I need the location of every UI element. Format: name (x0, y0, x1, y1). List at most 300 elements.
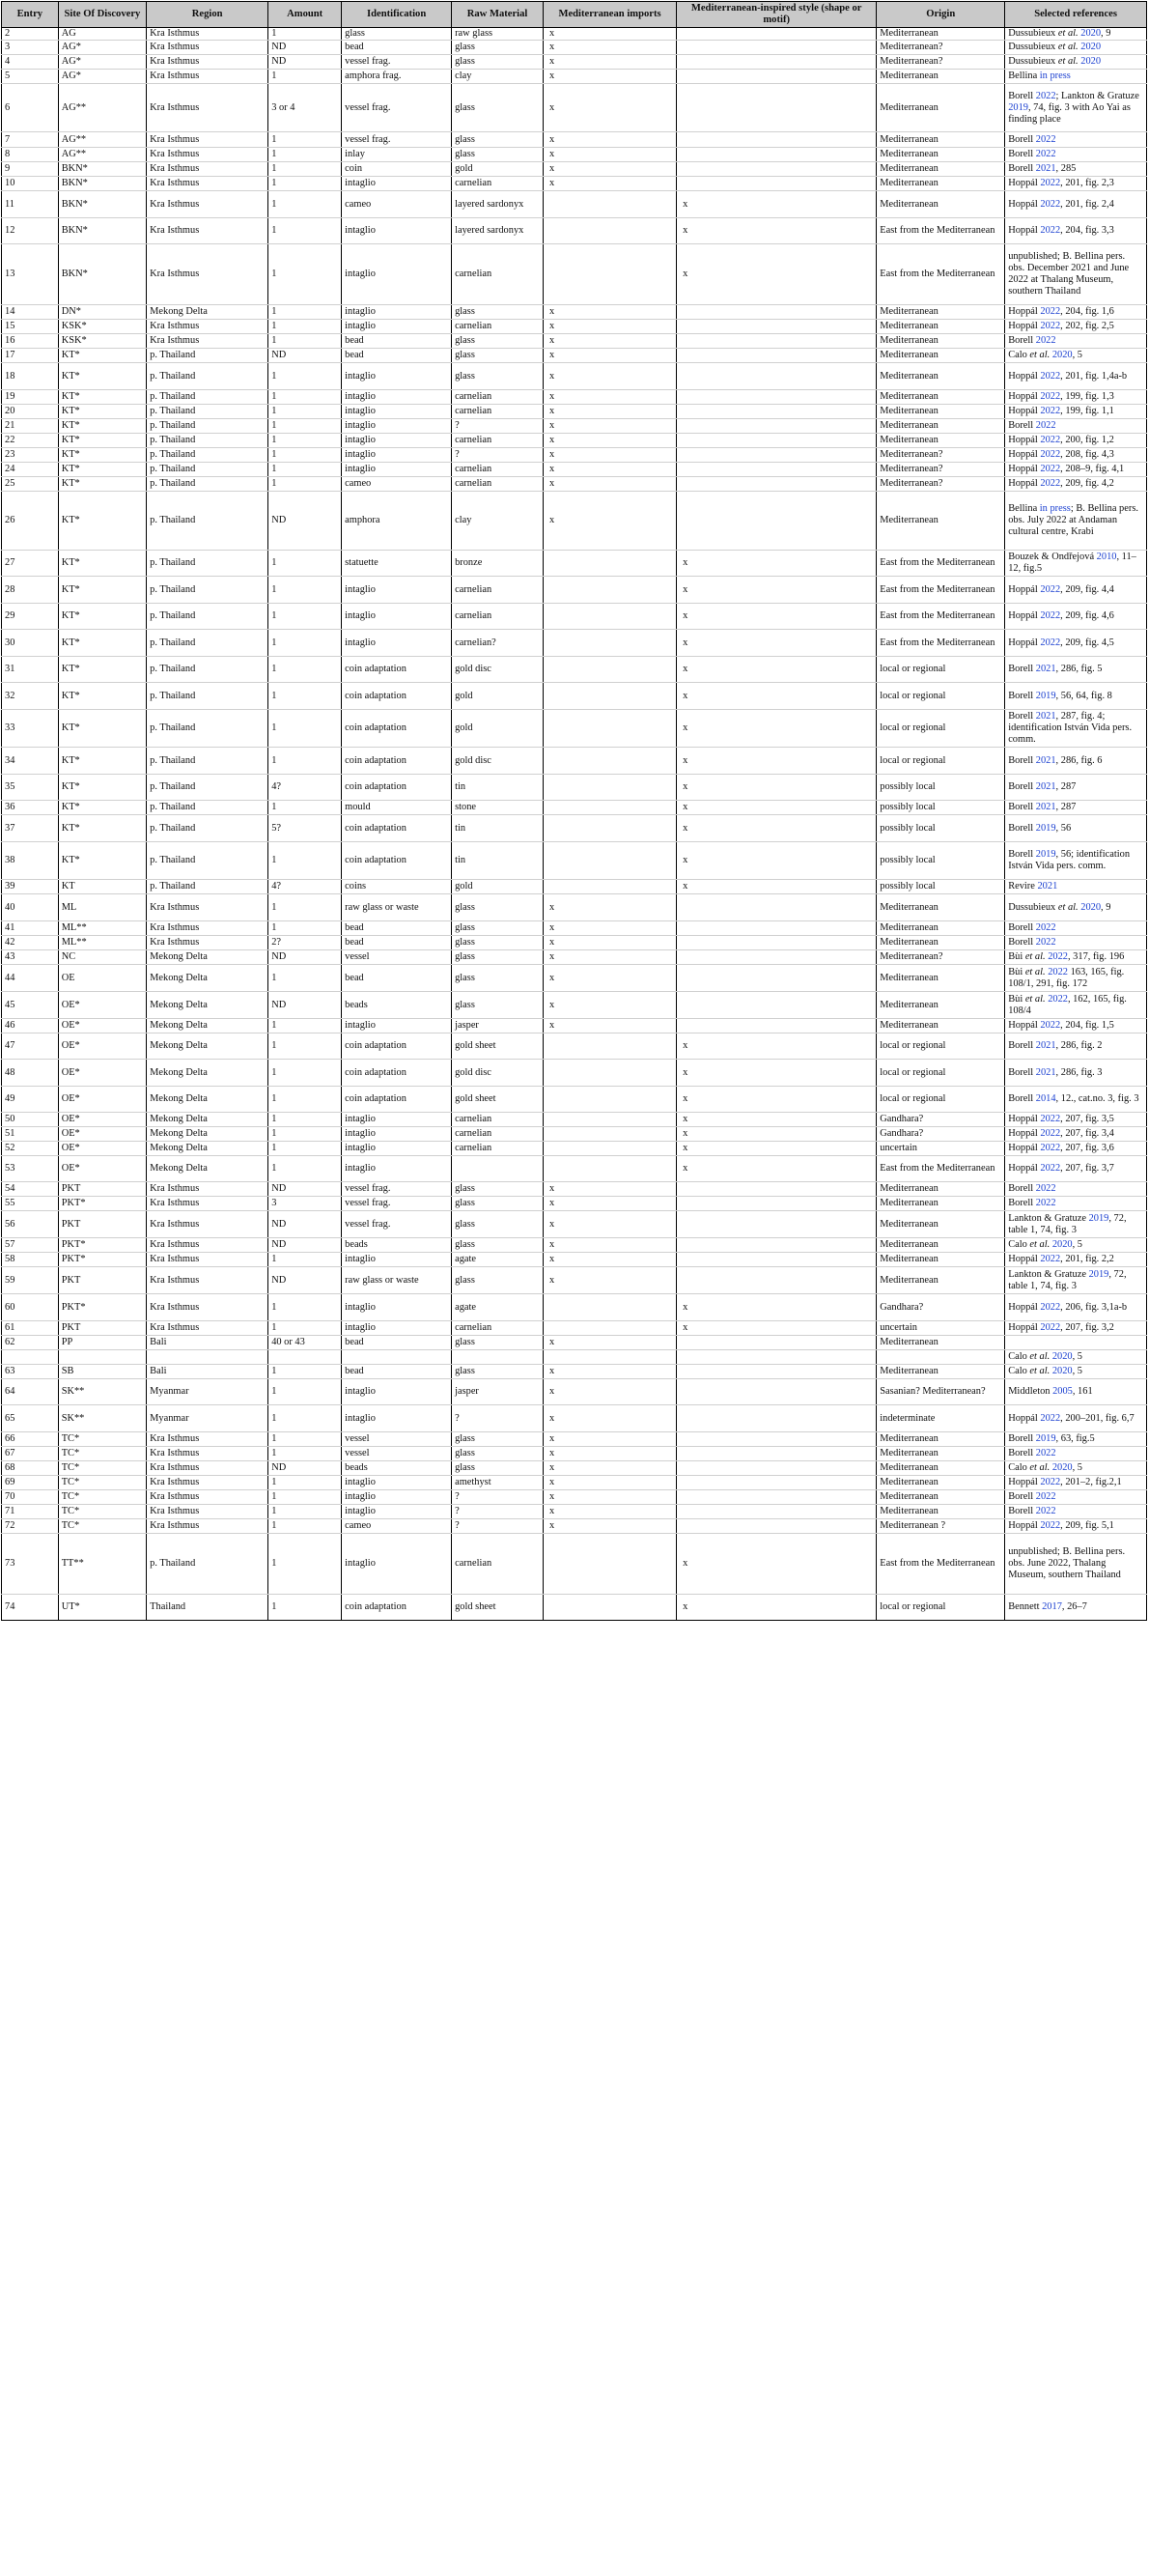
citation-link[interactable]: 2022 (1035, 1491, 1056, 1502)
inspired-mark (677, 965, 877, 992)
site-cell: PKT* (58, 1197, 146, 1211)
citation-text: Hoppál (1008, 306, 1041, 317)
inspired-mark: x (677, 218, 877, 244)
inspired-mark (677, 177, 877, 191)
amount-cell: 1 (268, 434, 342, 448)
inspired-mark: x (677, 710, 877, 748)
identification-cell: coin (342, 162, 452, 177)
identification-cell: intaglio (342, 1156, 452, 1182)
citation-text: Hoppál (1008, 198, 1041, 210)
citation-text: Hoppál (1008, 1412, 1041, 1424)
entry-cell: 45 (2, 992, 59, 1019)
site-cell: TT** (58, 1534, 146, 1595)
table-row (2, 577, 1147, 604)
citation-link[interactable]: 2020 (1080, 901, 1102, 913)
site-cell: OE* (58, 1113, 146, 1127)
table-row (2, 70, 1147, 84)
entry-cell: 55 (2, 1197, 59, 1211)
reference-cell (1005, 1379, 1147, 1405)
imports-mark: x (544, 1267, 677, 1294)
site-cell: NC (58, 950, 146, 965)
amount-cell: 4? (268, 775, 342, 801)
table-row (2, 349, 1147, 363)
table-row (2, 992, 1147, 1019)
reference-cell (1005, 1447, 1147, 1461)
citation-link[interactable]: 2022 (1035, 922, 1056, 933)
reference-cell (1005, 604, 1147, 630)
origin-cell: local or regional (877, 1087, 1005, 1113)
citation-link[interactable]: 2022 (1035, 937, 1056, 948)
identification-cell: vessel (342, 1432, 452, 1447)
amount-cell: 1 (268, 1113, 342, 1127)
entry-cell: 61 (2, 1321, 59, 1336)
raw-material-cell: gold (452, 880, 544, 894)
citation-link[interactable]: in press (1039, 503, 1071, 514)
entry-cell: 32 (2, 683, 59, 710)
citation-text: Hoppál (1008, 1020, 1041, 1031)
inspired-mark (677, 894, 877, 921)
citation-text: Borell (1008, 1448, 1036, 1458)
imports-mark: x (544, 1405, 677, 1432)
entry-cell: 14 (2, 305, 59, 320)
inspired-mark (677, 448, 877, 463)
citation-link[interactable]: 2020 (1080, 28, 1102, 39)
origin-cell: Mediterranean (877, 1461, 1005, 1476)
citation-text: , 286, fig. 5 (1055, 664, 1103, 674)
citation-text: Borell (1008, 1066, 1036, 1078)
inspired-mark (677, 1019, 877, 1033)
citation-link[interactable]: 2022 (1040, 391, 1061, 402)
identification-cell: vessel (342, 950, 452, 965)
table-row (2, 419, 1147, 434)
citation-link[interactable]: 2022 (1040, 1128, 1061, 1139)
identification-cell: intaglio (342, 1379, 452, 1405)
region-cell: Kra Isthmus (147, 70, 268, 84)
site-cell: PP (58, 1336, 146, 1350)
citation-text: , 9 (1101, 901, 1111, 913)
region-cell: Mekong Delta (147, 965, 268, 992)
origin-cell: local or regional (877, 710, 1005, 748)
citation-text: Borell (1008, 1093, 1036, 1104)
citation-link[interactable]: 2005 (1052, 1386, 1073, 1397)
citation-text: Borell (1008, 1506, 1036, 1516)
inspired-mark (677, 363, 877, 390)
imports-mark (544, 551, 677, 577)
entry-cell: 42 (2, 936, 59, 950)
imports-mark: x (544, 334, 677, 349)
citation-link[interactable]: 2022 (1040, 610, 1061, 621)
citation-text: Hoppál (1008, 1254, 1041, 1264)
amount-cell: 4? (268, 880, 342, 894)
amount-cell: 3 (268, 1197, 342, 1211)
citation-link[interactable]: 2021 (1035, 163, 1056, 174)
identification-cell: intaglio (342, 1534, 452, 1595)
citation-link[interactable]: 2022 (1040, 321, 1061, 331)
citation-text: , 63, fig.5 (1055, 1433, 1095, 1444)
region-cell: p. Thailand (147, 1534, 268, 1595)
region-cell: p. Thailand (147, 630, 268, 657)
raw-material-cell: glass (452, 1267, 544, 1294)
citation-link[interactable]: 2022 (1048, 993, 1068, 1005)
region-cell: Kra Isthmus (147, 244, 268, 305)
citation-link[interactable]: 2022 (1040, 1163, 1061, 1174)
region-cell: Mekong Delta (147, 1127, 268, 1142)
entry-cell: 73 (2, 1534, 59, 1595)
identification-cell: beads (342, 992, 452, 1019)
citation-link[interactable]: 2020 (1051, 1462, 1073, 1473)
citation-link[interactable]: 2022 (1035, 420, 1056, 431)
imports-mark: x (544, 1336, 677, 1350)
origin-cell: local or regional (877, 683, 1005, 710)
citation-link[interactable]: 2022 (1035, 149, 1056, 159)
citation-link[interactable]: 2022 (1040, 1520, 1061, 1531)
raw-material-cell: carnelian (452, 1321, 544, 1336)
imports-mark (544, 842, 677, 880)
table-row (2, 657, 1147, 683)
citation-text: , 199, fig. 1,3 (1060, 391, 1114, 402)
table-row (2, 1211, 1147, 1238)
table-row (2, 1519, 1147, 1534)
region-cell: p. Thailand (147, 390, 268, 405)
citation-text: , 12., cat.no. 3, fig. 3 (1055, 1093, 1139, 1104)
citation-link[interactable]: 2021 (1037, 881, 1058, 892)
col-mediterranean-imports: Mediterranean imports (544, 2, 677, 28)
citation-link[interactable]: 2021 (1035, 664, 1056, 674)
table-row (2, 1534, 1147, 1595)
citation-link[interactable]: 2022 (1040, 406, 1061, 416)
origin-cell: local or regional (877, 1060, 1005, 1087)
citation-link[interactable]: 2022 (1035, 1198, 1056, 1208)
origin-cell: Mediterranean (877, 305, 1005, 320)
citation-link[interactable]: 2022 (1040, 435, 1061, 445)
citation-text: Hoppál (1008, 1143, 1041, 1153)
citation-link[interactable]: 2022 (1040, 1020, 1061, 1031)
region-cell: Mekong Delta (147, 1060, 268, 1087)
region-cell: Kra Isthmus (147, 1321, 268, 1336)
entry-cell: 28 (2, 577, 59, 604)
citation-link[interactable]: 2022 (1035, 335, 1056, 346)
citation-link[interactable]: 2014 (1035, 1093, 1056, 1104)
raw-material-cell: carnelian (452, 577, 544, 604)
citation-text: , 207, fig. 3,6 (1060, 1143, 1114, 1153)
amount-cell: ND (268, 950, 342, 965)
identification-cell: bead (342, 334, 452, 349)
citation-link[interactable]: 2019 (1035, 822, 1056, 834)
imports-mark: x (544, 84, 677, 132)
citation-link[interactable]: 2020 (1051, 1366, 1073, 1376)
origin-cell: East from the Mediterranean (877, 604, 1005, 630)
imports-mark (544, 630, 677, 657)
citation-link[interactable]: 2021 (1035, 1040, 1056, 1051)
origin-cell: Mediterranean (877, 965, 1005, 992)
table-row (2, 801, 1147, 815)
origin-cell: Mediterranean (877, 70, 1005, 84)
citation-text: , 207, fig. 3,2 (1060, 1322, 1114, 1333)
citation-link[interactable]: 2022 (1048, 951, 1068, 962)
citation-link[interactable]: 2022 (1040, 1322, 1061, 1333)
site-cell: AG** (58, 84, 146, 132)
citation-link[interactable]: 2021 (1035, 711, 1056, 722)
table-row (2, 1087, 1147, 1113)
identification-cell: intaglio (342, 1321, 452, 1336)
citation-link[interactable]: 2021 (1035, 754, 1056, 766)
imports-mark: x (544, 992, 677, 1019)
imports-mark (544, 1113, 677, 1127)
citation-text: Bennett (1008, 1601, 1043, 1612)
table-row (2, 1127, 1147, 1142)
citation-link[interactable]: 2022 (1040, 1114, 1061, 1124)
raw-material-cell: ? (452, 419, 544, 434)
reference-cell (1005, 842, 1147, 880)
imports-mark (544, 1127, 677, 1142)
identification-cell (342, 1350, 452, 1365)
citation-text: unpublished; B. Bellina pers. obs. June 2022, Thalang Museum, southern Thailand (1008, 1546, 1126, 1580)
citation-link[interactable]: 2022 (1040, 1254, 1061, 1264)
citation-link[interactable]: 2020 (1051, 350, 1073, 360)
amount-cell: 1 (268, 748, 342, 775)
region-cell: Kra Isthmus (147, 132, 268, 148)
site-cell: KT* (58, 492, 146, 551)
citation-link[interactable]: 2020 (1051, 1239, 1073, 1250)
amount-cell: 1 (268, 1060, 342, 1087)
site-cell: PKT* (58, 1294, 146, 1321)
table-row (2, 55, 1147, 70)
citation-link[interactable]: 2022 (1040, 1143, 1061, 1153)
region-cell: p. Thailand (147, 419, 268, 434)
citation-link[interactable]: 2019 (1035, 1433, 1056, 1444)
citation-text: Borell (1008, 1040, 1036, 1051)
entry-cell: 25 (2, 477, 59, 492)
origin-cell: Mediterranean (877, 349, 1005, 363)
citation-text: , 74, fig. 3 with Ao Yai as finding place (1008, 101, 1131, 125)
identification-cell: intaglio (342, 1405, 452, 1432)
identification-cell: intaglio (342, 419, 452, 434)
reference-cell (1005, 1336, 1147, 1350)
entry-cell: 59 (2, 1267, 59, 1294)
citation-text: , 161 (1072, 1386, 1093, 1397)
citation-etal: et al. (1057, 901, 1079, 913)
citation-link[interactable]: 2022 (1040, 637, 1061, 648)
citation-link[interactable]: 2022 (1040, 225, 1061, 236)
origin-cell: Mediterranean? (877, 448, 1005, 463)
region-cell: Kra Isthmus (147, 1490, 268, 1505)
citation-link[interactable]: 2022 (1040, 198, 1061, 210)
site-cell: PKT (58, 1321, 146, 1336)
citation-link[interactable]: 2020 (1080, 42, 1102, 52)
citation-text: , 207, fig. 3,7 (1060, 1163, 1114, 1174)
citation-link[interactable]: 2019 (1088, 1212, 1109, 1224)
citation-link[interactable]: 2022 (1040, 306, 1061, 317)
citation-link[interactable]: 2022 (1040, 1477, 1061, 1487)
origin-cell: Mediterranean (877, 1267, 1005, 1294)
region-cell: Mekong Delta (147, 1156, 268, 1182)
site-cell: ML** (58, 921, 146, 936)
citation-link[interactable]: 2010 (1096, 552, 1117, 562)
entry-cell: 12 (2, 218, 59, 244)
citation-text: Borell (1008, 781, 1036, 792)
imports-mark: x (544, 349, 677, 363)
identification-cell: coin adaptation (342, 1060, 452, 1087)
raw-material-cell: carnelian (452, 1534, 544, 1595)
citation-link[interactable]: 2021 (1035, 802, 1056, 812)
origin-cell: Mediterranean (877, 1476, 1005, 1490)
inspired-mark (677, 70, 877, 84)
site-cell: KSK* (58, 320, 146, 334)
region-cell: Kra Isthmus (147, 218, 268, 244)
citation-link[interactable]: 2020 (1051, 1351, 1073, 1362)
col-amount: Amount (268, 2, 342, 28)
reference-cell (1005, 1350, 1147, 1365)
citation-link[interactable]: 2022 (1035, 1448, 1056, 1458)
citation-etal: et al. (1057, 42, 1079, 52)
raw-material-cell: carnelian (452, 434, 544, 448)
citation-link[interactable]: 2022 (1040, 478, 1061, 489)
identification-cell: intaglio (342, 305, 452, 320)
table-row (2, 604, 1147, 630)
citation-link[interactable]: 2022 (1040, 464, 1061, 474)
site-cell: KT* (58, 349, 146, 363)
origin-cell: Mediterranean? (877, 55, 1005, 70)
table-row (2, 1595, 1147, 1621)
origin-cell: Mediterranean (877, 1019, 1005, 1033)
raw-material-cell: glass (452, 305, 544, 320)
citation-text: , 26–7 (1061, 1601, 1087, 1612)
raw-material-cell: glass (452, 992, 544, 1019)
citation-link[interactable]: 2022 (1040, 1412, 1061, 1424)
citation-link[interactable]: 2019 (1035, 849, 1056, 860)
entry-cell: 68 (2, 1461, 59, 1476)
imports-mark: x (544, 921, 677, 936)
citation-link[interactable]: in press (1039, 71, 1071, 81)
citation-link[interactable]: 2019 (1035, 690, 1056, 701)
raw-material-cell: glass (452, 921, 544, 936)
raw-material-cell: ? (452, 1490, 544, 1505)
citation-text: Hoppál (1008, 610, 1041, 621)
identification-cell: intaglio (342, 1127, 452, 1142)
imports-mark (544, 1294, 677, 1321)
identification-cell: intaglio (342, 1476, 452, 1490)
table-row (2, 477, 1147, 492)
entry-cell: 41 (2, 921, 59, 936)
reference-cell (1005, 1432, 1147, 1447)
identification-cell: amphora frag. (342, 70, 452, 84)
table-row (2, 1197, 1147, 1211)
citation-text: Calo (1008, 1462, 1030, 1473)
inspired-mark (677, 349, 877, 363)
site-cell (58, 1350, 146, 1365)
citation-text: Calo (1008, 1351, 1030, 1362)
citation-text: , 5 (1072, 1239, 1082, 1250)
site-cell: KSK* (58, 334, 146, 349)
reference-cell (1005, 657, 1147, 683)
citation-link[interactable]: 2017 (1042, 1601, 1062, 1612)
origin-cell: Sasanian? Mediterranean? (877, 1379, 1005, 1405)
inspired-mark (677, 334, 877, 349)
raw-material-cell: glass (452, 1336, 544, 1350)
citation-text: Hoppál (1008, 1520, 1041, 1531)
reference-cell (1005, 349, 1147, 363)
citation-link[interactable]: 2022 (1035, 1506, 1056, 1516)
raw-material-cell: jasper (452, 1019, 544, 1033)
inspired-mark: x (677, 630, 877, 657)
citation-text: Borell (1008, 335, 1036, 346)
citation-link[interactable]: 2019 (1008, 101, 1028, 113)
amount-cell: 1 (268, 320, 342, 334)
reference-cell (1005, 218, 1147, 244)
reference-cell (1005, 748, 1147, 775)
amount-cell: 1 (268, 1087, 342, 1113)
region-cell: p. Thailand (147, 880, 268, 894)
amount-cell: 5? (268, 815, 342, 842)
citation-text: Dussubieux (1008, 42, 1058, 52)
inspired-mark (677, 1267, 877, 1294)
identification-cell: intaglio (342, 320, 452, 334)
identification-cell: glass (342, 28, 452, 41)
inspired-mark (677, 477, 877, 492)
identification-cell: mould (342, 801, 452, 815)
citation-link[interactable]: 2022 (1040, 583, 1061, 595)
imports-mark: x (544, 1505, 677, 1519)
inspired-mark (677, 950, 877, 965)
citation-link[interactable]: 2021 (1035, 781, 1056, 792)
raw-material-cell: gold (452, 710, 544, 748)
identification-cell: bead (342, 1336, 452, 1350)
reference-cell (1005, 936, 1147, 950)
citation-link[interactable]: 2022 (1035, 1183, 1056, 1194)
region-cell: Kra Isthmus (147, 84, 268, 132)
imports-mark: x (544, 177, 677, 191)
citation-link[interactable]: 2020 (1080, 56, 1102, 67)
citation-text: Hoppál (1008, 1128, 1041, 1139)
citation-link[interactable]: 2022 (1035, 90, 1056, 101)
imports-mark (544, 748, 677, 775)
region-cell: p. Thailand (147, 710, 268, 748)
identification-cell: intaglio (342, 577, 452, 604)
citation-link[interactable]: 2022 (1035, 133, 1056, 145)
amount-cell: 1 (268, 1321, 342, 1336)
origin-cell: Mediterranean (877, 1490, 1005, 1505)
origin-cell: Mediterranean (877, 405, 1005, 419)
entry-cell: 51 (2, 1127, 59, 1142)
citation-link[interactable]: 2022 (1048, 966, 1068, 977)
entry-cell: 39 (2, 880, 59, 894)
imports-mark: x (544, 41, 677, 55)
region-cell: Kra Isthmus (147, 1461, 268, 1476)
imports-mark: x (544, 1019, 677, 1033)
origin-cell: local or regional (877, 657, 1005, 683)
citation-text: , 56 (1055, 822, 1072, 834)
citation-link[interactable]: 2021 (1035, 1066, 1056, 1078)
imports-mark: x (544, 448, 677, 463)
site-cell: KT* (58, 419, 146, 434)
origin-cell: Mediterranean (877, 1505, 1005, 1519)
citation-link[interactable]: 2022 (1040, 178, 1061, 188)
region-cell: p. Thailand (147, 349, 268, 363)
citation-link[interactable]: 2022 (1040, 1301, 1061, 1313)
site-cell: KT* (58, 363, 146, 390)
header-row (2, 2, 1147, 28)
amount-cell (268, 1350, 342, 1365)
site-cell: KT* (58, 842, 146, 880)
table-row (2, 334, 1147, 349)
table-row (2, 1238, 1147, 1253)
citation-link[interactable]: 2022 (1040, 370, 1061, 382)
raw-material-cell: raw glass (452, 28, 544, 41)
imports-mark (544, 577, 677, 604)
citation-etal: et al. (1024, 993, 1046, 1005)
citation-link[interactable]: 2022 (1040, 449, 1061, 460)
citation-link[interactable]: 2019 (1088, 1268, 1109, 1280)
